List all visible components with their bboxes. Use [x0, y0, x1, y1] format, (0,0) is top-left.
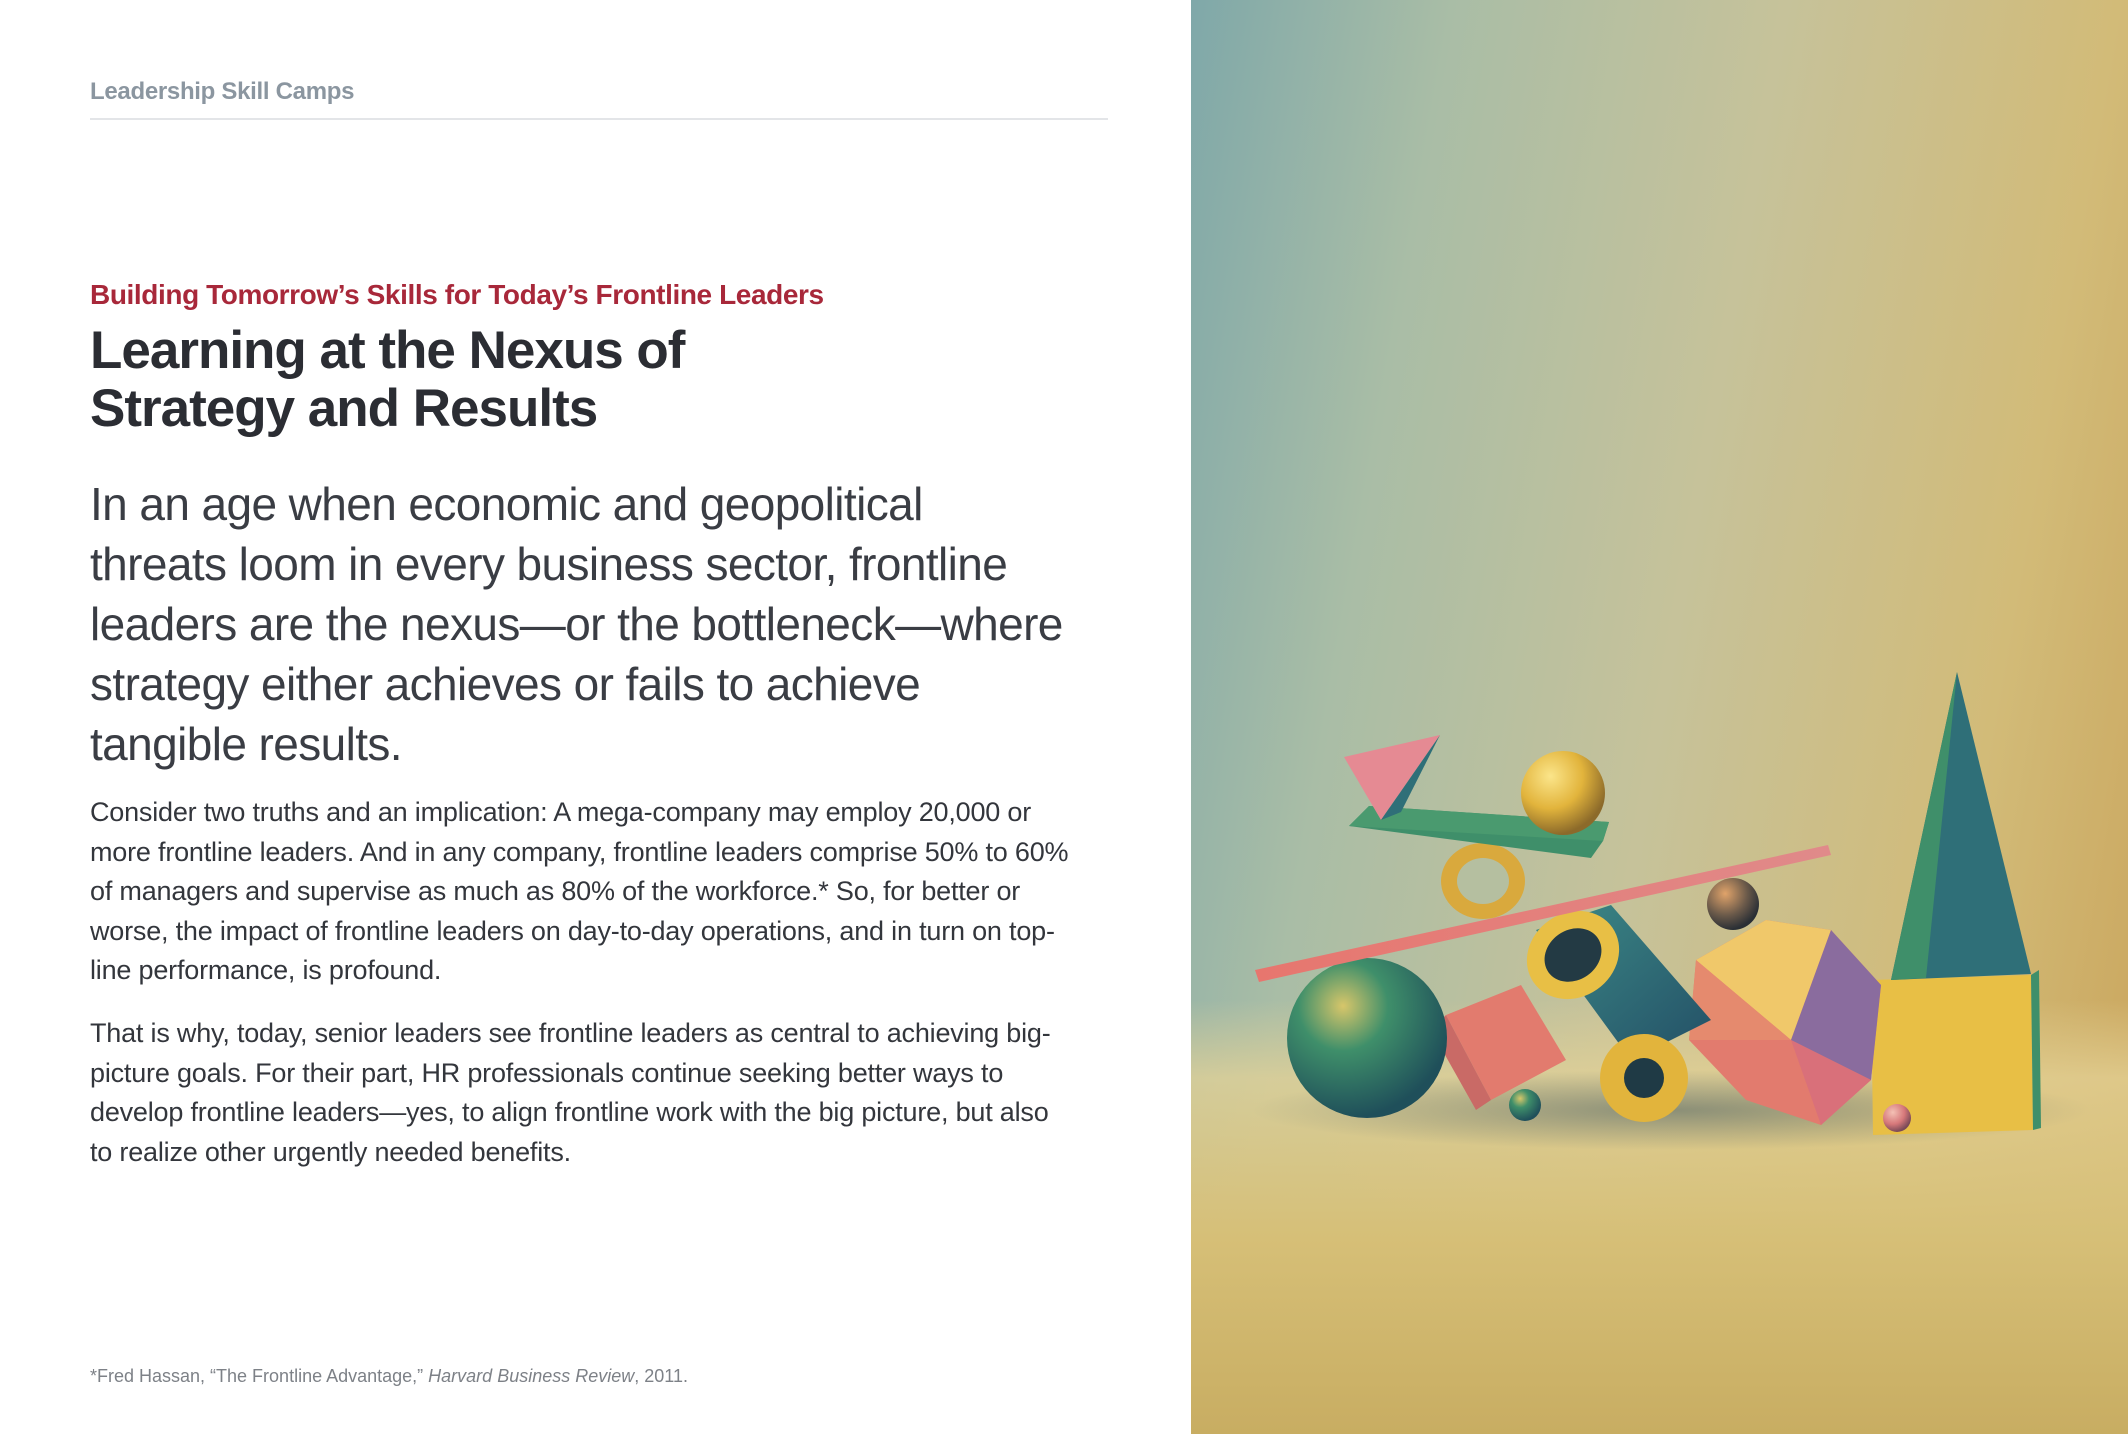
lede-paragraph: In an age when economic and geopolitical threats loom in every business sector, frontline leaders are the nexus—or the bottleneck—where strategy either achieves or fails to achieve tangible results.	[90, 478, 1063, 770]
header-divider	[90, 118, 1108, 120]
small-ring	[1441, 843, 1525, 919]
title-line-2: Strategy and Results	[90, 379, 598, 438]
footnote-prefix: *Fred Hassan, “The Frontline Advantage,”	[90, 1366, 429, 1386]
page-title	[90, 322, 990, 438]
geometric-shapes-illustration	[1191, 0, 2128, 1434]
body-paragraph-1: Consider two truths and an implication: A mega-company may employ 20,000 or more frontline leaders. And in any company, frontline leaders comprise 50% to 60% of managers and supervise as much as 80% of the workforce.* So, for better or worse, the impact of frontline leaders on day-to-day operations, and in turn on top-line performance, is profound.	[90, 797, 1069, 985]
series-label: Leadership Skill Camps	[90, 78, 355, 105]
yellow-ring	[1600, 1034, 1688, 1122]
dark-sphere	[1707, 878, 1759, 930]
illustration-panel	[1191, 0, 2128, 1434]
title-line-1: Learning at the Nexus of	[90, 321, 685, 380]
footnote-publication: Harvard Business Review	[428, 1366, 635, 1386]
footnote	[90, 1366, 688, 1387]
small-green-sphere	[1509, 1089, 1541, 1121]
body-paragraph-2: That is why, today, senior leaders see frontline leaders as central to achieving big-picture goals. For their part, HR professionals continue seeking better ways to develop frontline leaders—yes, to align frontline work with the big picture, but also to realize other urgently needed benefits.	[90, 1018, 1051, 1167]
section-kicker: Building Tomorrow’s Skills for Today’s Frontline Leaders	[90, 279, 824, 310]
footnote-suffix: , 2011.	[634, 1366, 688, 1386]
small-pink-sphere	[1883, 1104, 1911, 1132]
green-sphere	[1287, 958, 1447, 1118]
yellow-sphere	[1521, 751, 1605, 835]
